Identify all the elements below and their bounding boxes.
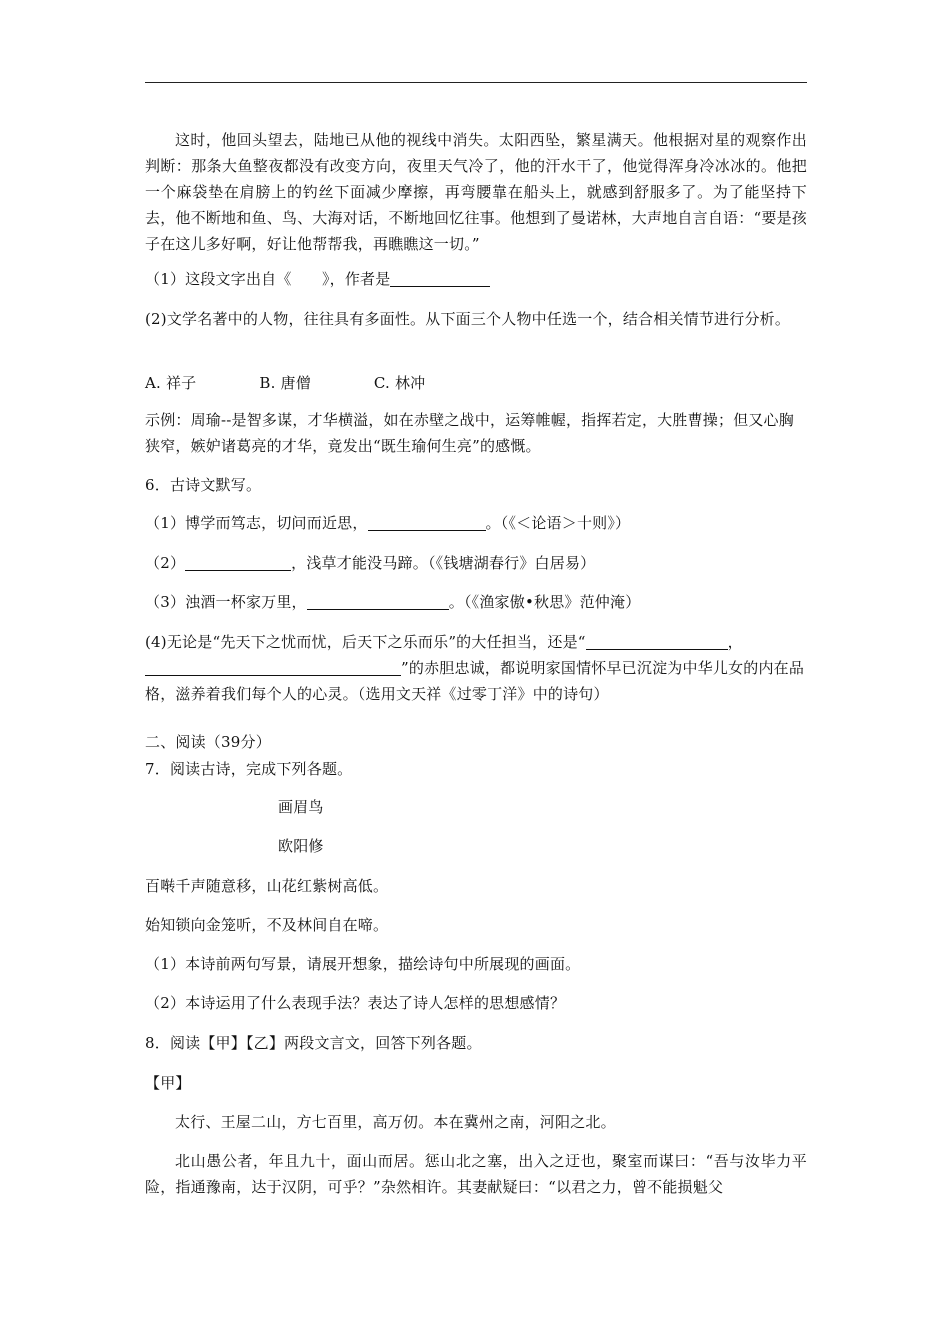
question-6-2-number: （2） — [145, 554, 186, 572]
question-5-1-text: （1）这段文字出自《 》，作者是 — [145, 270, 391, 288]
question-7-1: （1）本诗前两句写景，请展开想象，描绘诗句中所展现的画面。 — [145, 955, 581, 973]
question-5-2: (2)文学名著中的人物，往往具有多面性。从下面三个人物中任选一个，结合相关情节进行分析。 — [145, 310, 791, 328]
question-8-title: 8．阅读【甲】【乙】两段文言文，回答下列各题。 — [145, 1034, 482, 1052]
poem-title: 画眉鸟 — [278, 798, 324, 816]
question-6-title: 6．古诗文默写。 — [145, 476, 262, 494]
answer-blank[interactable] — [145, 659, 401, 676]
answer-blank[interactable] — [368, 514, 486, 531]
question-6-4 — [145, 629, 807, 707]
question-6-3 — [145, 589, 807, 615]
section-2-heading: 二、阅读（39分） — [145, 733, 271, 751]
question-5-1 — [145, 266, 807, 292]
option-b: B. 唐僧 — [259, 374, 311, 392]
question-7-2: （2）本诗运用了什么表现手法？表达了诗人怎样的思想感情？ — [145, 994, 566, 1012]
question-6-4-comma: ， — [727, 633, 743, 651]
jia-label: 【甲】 — [145, 1074, 191, 1092]
question-7-title: 7．阅读古诗，完成下列各题。 — [145, 760, 353, 778]
options-row — [145, 370, 807, 396]
question-6-2 — [145, 550, 807, 576]
question-6-3-text: （3）浊酒一杯家万里， — [145, 593, 307, 611]
question-6-4-rest: ”的赤胆忠诚，都说明家国情怀早已沉淀为中华儿女的内在品格，滋养着我们每个人的心灵。（选用文天祥《过零丁洋》中的诗句） — [145, 659, 805, 703]
passage-paragraph: 这时，他回头望去，陆地已从他的视线中消失。太阳西坠，繁星满天。他根据对星的观察作出判断：那条大鱼整夜都没有改变方向，夜里天气冷了，他的汗水干了，他觉得浑身冷冰冰的。他把一个麻袋垫在肩膀上的钓丝下面减少摩擦，再弯腰靠在船头上，就感到舒服多了。为了能坚持下去，他不断地和鱼、鸟、大海对话，不断地回忆往事。他想到了曼诺林，大声地自言自语：“要是孩子在这儿多好啊，好让他帮帮我，再瞧瞧这一切。” — [145, 131, 807, 253]
example-text: 示例：周瑜--是智多谋，才华横溢，如在赤壁之战中，运筹帷幄，指挥若定，大胜曹操；但又心胸狭窄，嫉妒诸葛亮的才华，竟发出“既生瑜何生亮”的感慨。 — [145, 411, 794, 455]
question-6-1-source: 。（《＜论语＞十则》） — [485, 514, 631, 532]
answer-blank[interactable] — [307, 593, 449, 610]
answer-blank[interactable] — [390, 270, 490, 287]
question-6-2-text: ，浅草才能没马蹄。（《钱塘湖春行》白居易） — [291, 554, 596, 572]
answer-blank[interactable] — [586, 633, 728, 650]
poem-line-1: 百啭千声随意移，山花红紫树高低。 — [145, 877, 389, 895]
poem-author: 欧阳修 — [278, 837, 324, 855]
answer-blank[interactable] — [185, 554, 291, 571]
option-c: C. 林冲 — [373, 374, 426, 392]
poem-line-2: 始知锁向金笼听，不及林间自在啼。 — [145, 916, 389, 934]
question-6-3-source: 。（《渔家傲•秋思》范仲淹） — [448, 593, 641, 611]
question-6-4-text: (4)无论是“先天下之忧而忧，后天下之乐而乐”的大任担当，还是“ — [145, 633, 586, 651]
question-6-1 — [145, 510, 807, 536]
option-a: A. 祥子 — [145, 374, 197, 392]
header-rule — [145, 82, 807, 83]
jia-paragraph-1: 太行、王屋二山，方七百里，高万仞。本在冀州之南，河阳之北。 — [175, 1113, 616, 1131]
question-6-1-text: （1）博学而笃志，切问而近思， — [145, 514, 368, 532]
jia-paragraph-2: 北山愚公者，年且九十，面山而居。惩山北之塞，出入之迂也，聚室而谋曰：“吾与汝毕力平险，指通豫南，达于汉阴，可乎？”杂然相许。其妻献疑曰：“以君之力，曾不能损魁父 — [145, 1152, 807, 1196]
